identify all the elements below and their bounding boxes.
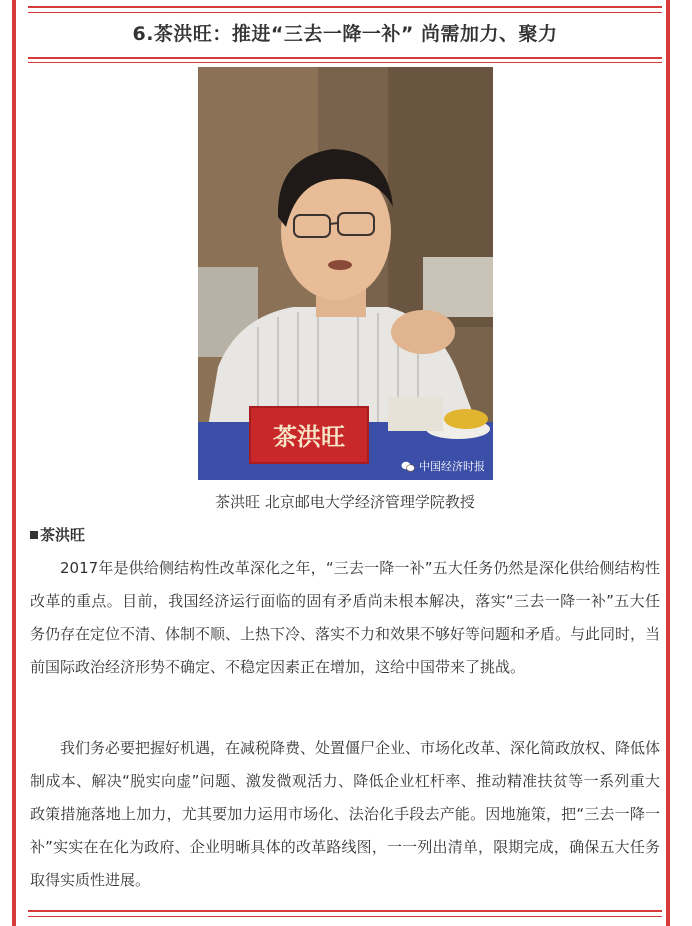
section-label-text: 茶洪旺 bbox=[40, 526, 86, 544]
paragraph-1: 2017年是供给侧结构性改革深化之年，“三去一降一补”五大任务仍然是深化供给侧结构性改革的重点。目前，我国经济运行面临的固有矛盾尚未根本解决，落实“三去一降一补”五大任务仍存在定位不清、体制不顺、上热下冷、落实不力和效果不够好等问题和矛盾。与此同时，当前国际政治经济形势不确定、不稳定因素正在增加，这给中国带来了挑战。 bbox=[30, 559, 661, 676]
top-divider-outer bbox=[28, 6, 662, 8]
portrait-photo bbox=[198, 67, 493, 480]
bottom-divider-upper bbox=[28, 910, 662, 912]
square-icon bbox=[30, 531, 38, 539]
photo-watermark bbox=[401, 458, 485, 474]
watermark-text: 中国经济时报 bbox=[419, 460, 485, 473]
nameplate-text: 茶洪旺 bbox=[273, 422, 345, 451]
portrait-illustration bbox=[198, 67, 493, 480]
section-label bbox=[30, 524, 85, 545]
title-divider-lower bbox=[28, 62, 662, 63]
photo-caption: 茶洪旺 北京邮电大学经济管理学院教授 bbox=[215, 493, 475, 511]
title-divider-upper bbox=[28, 57, 662, 59]
page-title: 6.茶洪旺：推进“三去一降一补” 尚需加力、聚力 bbox=[132, 23, 558, 45]
bottom-divider-lower bbox=[28, 916, 662, 917]
wechat-icon bbox=[401, 461, 415, 472]
top-divider-inner bbox=[28, 12, 662, 13]
paragraph-2: 我们务必要把握好机遇，在减税降费、处置僵尸企业、市场化改革、深化简政放权、降低体制成本、解决“脱实向虚”问题、激发微观活力、降低企业杠杆率、推动精准扶贫等一系列重大政策措施落地上加力，尤其要加力运用市场化、法治化手段去产能。因地施策，把“三去一降一补”实实在在化为政府、企业明晰具体的改革路线图，一一列出清单，限期完成，确保五大任务取得实质性进展。 bbox=[30, 739, 661, 889]
